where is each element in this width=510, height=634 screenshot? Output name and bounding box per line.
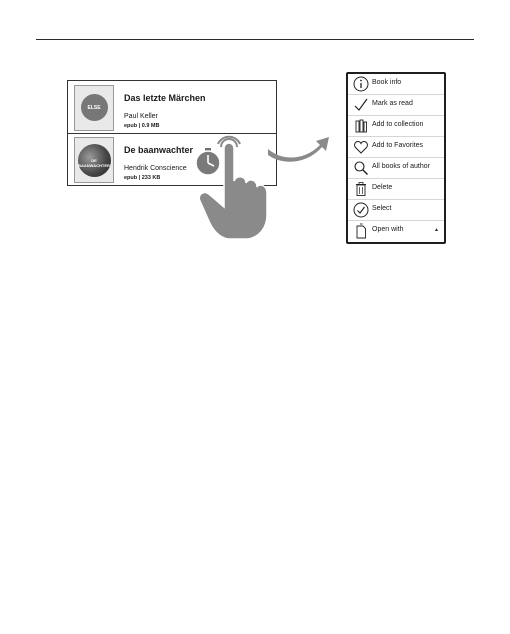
check-circle-icon <box>353 202 369 218</box>
info-icon <box>353 76 369 92</box>
book-cover <box>74 85 114 131</box>
books-shelf-icon <box>353 118 369 134</box>
document-icon <box>353 223 369 239</box>
menu-item-label: Delete <box>372 184 393 191</box>
book-title: De baanwachter <box>124 145 194 155</box>
heart-icon <box>353 139 369 155</box>
book-author: Hendrik Conscience <box>124 165 187 172</box>
book-title: Das letzte Märchen <box>124 93 206 103</box>
menu-item-add-to-collection[interactable] <box>348 116 444 137</box>
menu-item-label: Book info <box>372 79 402 86</box>
menu-item-add-to-favorites[interactable] <box>348 137 444 158</box>
menu-item-mark-as-read[interactable] <box>348 95 444 116</box>
book-meta: epub | 0.9 MB <box>124 123 160 129</box>
book-cover <box>74 137 114 183</box>
menu-item-label: Add to collection <box>372 121 424 128</box>
menu-item-label: Add to Favorites <box>372 142 423 149</box>
menu-item-label: Mark as read <box>372 100 413 107</box>
curved-arrow-icon <box>266 135 330 165</box>
menu-item-label: Select <box>372 205 392 212</box>
book-list-item[interactable] <box>68 81 276 134</box>
trash-icon <box>353 181 369 197</box>
menu-item-all-books-of-author[interactable] <box>348 158 444 179</box>
cover-title: DE BAANWACHTER <box>78 158 110 168</box>
menu-item-delete[interactable] <box>348 179 444 200</box>
book-context-menu <box>346 72 446 244</box>
magnifier-icon <box>353 160 369 176</box>
submenu-arrow-icon: ▲ <box>434 227 439 233</box>
menu-item-label: Open with <box>372 226 404 233</box>
checkmark-icon <box>353 97 369 113</box>
menu-item-open-with[interactable] <box>348 221 444 241</box>
menu-item-book-info[interactable] <box>348 74 444 95</box>
stopwatch-icon <box>195 148 221 176</box>
book-meta: epub | 233 KB <box>124 175 161 181</box>
cover-title: ELSE <box>87 105 101 111</box>
book-author: Paul Keller <box>124 113 158 120</box>
menu-item-label: All books of author <box>372 163 430 170</box>
page-top-rule <box>36 39 474 40</box>
menu-item-select[interactable] <box>348 200 444 221</box>
